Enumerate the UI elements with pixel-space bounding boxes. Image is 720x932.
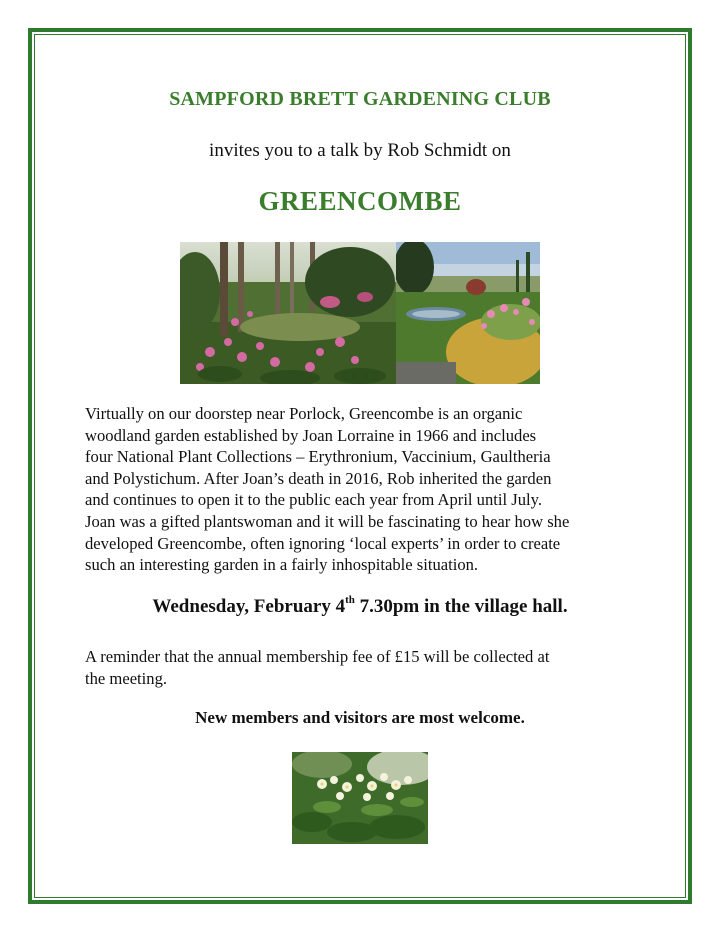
club-name: SAMPFORD BRETT GARDENING CLUB [169, 88, 551, 110]
invite-line: invites you to a talk by Rob Schmidt on [209, 140, 511, 161]
event-date: Wednesday, February 4 [152, 596, 346, 617]
welcome-message: New members and visitors are most welcome. [195, 708, 525, 727]
erythronium-photo [292, 752, 428, 844]
description [85, 403, 645, 576]
talk-title: GREENCOMBE [258, 186, 462, 216]
description-line: and Polystichum. After Joan’s death in 2016, Rob inherited the garden [85, 468, 552, 488]
event-details [0, 596, 720, 618]
description-line: and continues to open it to the public each year from April until July. [85, 490, 542, 510]
woodland-garden-photo [180, 242, 396, 384]
fee-line: the meeting. [85, 668, 168, 688]
description-line: such an interesting garden in a fairly inhospitable situation. [85, 555, 479, 575]
description-line: Virtually on our doorstep near Porlock, Greencombe is an organic [85, 404, 523, 423]
description-line: woodland garden established by Joan Lorraine in 1966 and includes [85, 425, 537, 445]
event-date-suffix: th [345, 594, 355, 606]
description-line: Joan was a gifted plantswoman and it will be fascinating to hear how she [85, 511, 570, 531]
garden-pond-photo [396, 242, 540, 384]
description-line: four National Plant Collections – Erythronium, Vaccinium, Gaultheria [85, 447, 551, 467]
event-time-place: 7.30pm in the village hall. [354, 596, 568, 617]
fee-line: A reminder that the annual membership fee of £15 will be collected at [85, 647, 550, 666]
fee-reminder [85, 646, 645, 689]
description-line: developed Greencombe, often ignoring ‘local experts’ in order to create [85, 533, 561, 553]
